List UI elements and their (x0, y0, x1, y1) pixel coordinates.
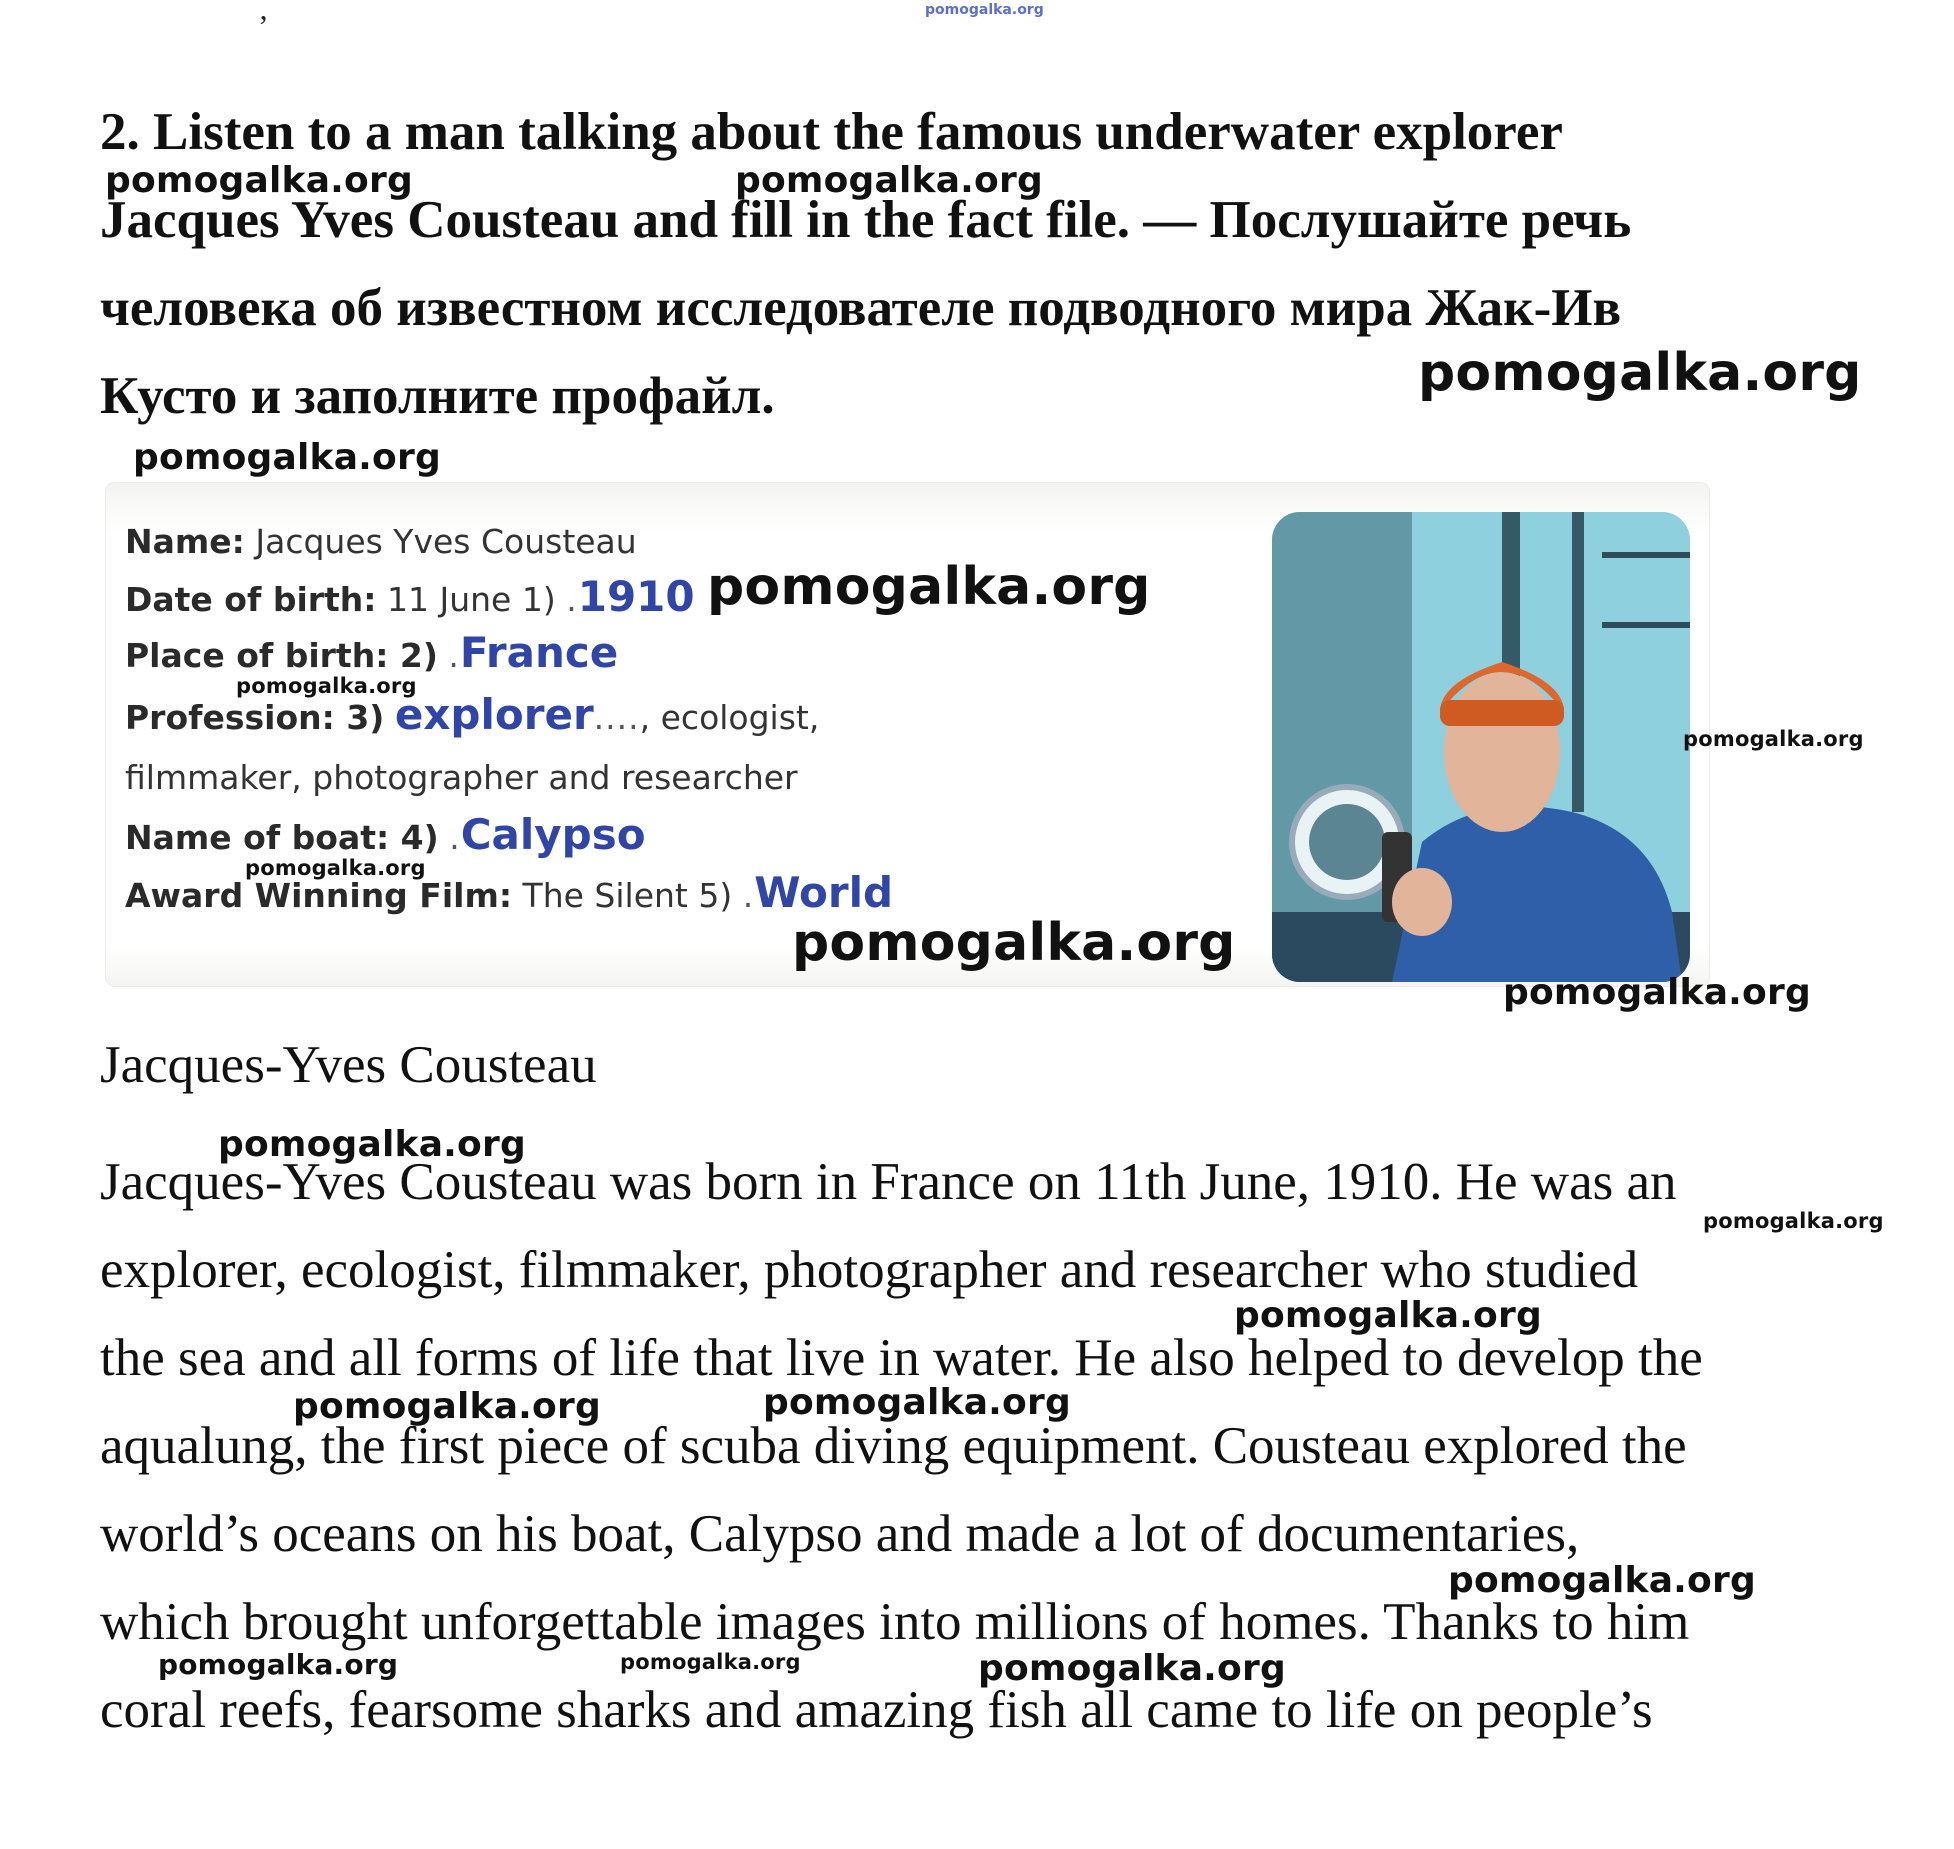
top-watermark: pomogalka.org (925, 2, 1044, 18)
film-label: Award Winning Film: (125, 876, 513, 915)
fact-boat (125, 810, 646, 859)
name-value: Jacques Yves Cousteau (255, 522, 637, 561)
text-line-2: explorer, ecologist, filmmaker, photographer and researcher who studied (100, 1241, 1639, 1299)
boat-answer: Calypso (460, 810, 646, 859)
watermark: pomogalka.org (105, 160, 413, 201)
watermark: pomogalka.org (133, 437, 441, 478)
watermark: pomogalka.org (735, 160, 1043, 201)
watermark: pomogalka.org (236, 674, 417, 698)
dot-prefix: . (566, 580, 578, 619)
watermark: pomogalka.org (1234, 1295, 1542, 1336)
text-line-7: coral reefs, fearsome sharks and amazing fish all came to life on people’s (100, 1681, 1653, 1739)
boat-label: Name of boat: 4) (125, 818, 439, 857)
watermark: pomogalka.org (158, 1648, 399, 1681)
name-label: Name: (125, 522, 245, 561)
film-answer: World (754, 868, 894, 917)
watermark: pomogalka.org (1418, 343, 1862, 403)
pob-label: Place of birth: 2) (125, 636, 438, 675)
watermark: pomogalka.org (245, 856, 426, 880)
task-line-3: человека об известном исследователе подводного мира Жак-Ив (100, 279, 1622, 337)
dob-value: 11 June 1) (387, 580, 556, 619)
corner-mark: ʼ (258, 8, 269, 44)
watermark: pomogalka.org (792, 913, 1236, 973)
watermark: pomogalka.org (707, 557, 1151, 617)
text-line-6: which brought unforgettable images into millions of homes. Thanks to him (100, 1593, 1690, 1651)
watermark: pomogalka.org (1448, 1560, 1756, 1601)
fact-name (125, 522, 637, 561)
text-line-1: Jacques-Yves Cousteau was born in France on 11th June, 1910. He was an (100, 1153, 1677, 1211)
watermark: pomogalka.org (620, 1650, 801, 1674)
profession-dots: .... (593, 698, 640, 737)
text-line-5: world’s oceans on his boat, Calypso and made a lot of documentaries, (100, 1505, 1580, 1563)
text-line-4: aqualung, the first piece of scuba diving equipment. Cousteau explored the (100, 1417, 1687, 1475)
fact-dob (125, 572, 695, 621)
watermark: pomogalka.org (1683, 727, 1864, 751)
cousteau-photo (1272, 512, 1690, 982)
text-line-3: the sea and all forms of life that live in water. He also helped to develop the (100, 1329, 1703, 1387)
dot-prefix: . (449, 818, 461, 857)
watermark: pomogalka.org (293, 1386, 601, 1427)
dot-prefix: . (448, 636, 460, 675)
fact-pob (125, 628, 618, 677)
dot-prefix: . (742, 876, 755, 915)
fact-profession (125, 690, 819, 739)
film-value: The Silent 5) (522, 876, 733, 915)
text-heading: Jacques-Yves Cousteau (100, 1036, 597, 1094)
profession-line-2: filmmaker, photographer and researcher (125, 758, 798, 797)
watermark: pomogalka.org (1503, 972, 1811, 1013)
dob-answer: 1910 (577, 572, 695, 621)
watermark: pomogalka.org (1703, 1209, 1884, 1233)
fact-film (125, 868, 893, 917)
watermark: pomogalka.org (763, 1382, 1071, 1423)
task-line-2: Jacques Yves Cousteau and fill in the fact file. — Послушайте речь (100, 191, 1632, 249)
profession-label: Profession: 3) (125, 698, 385, 737)
cousteau-photo-illustration (1272, 512, 1690, 982)
profession-rest: , ecologist, (639, 698, 820, 737)
dob-label: Date of birth: (125, 580, 377, 619)
profession-answer: explorer (394, 690, 594, 739)
task-line-1: 2. Listen to a man talking about the famous underwater explorer (100, 103, 1563, 161)
watermark: pomogalka.org (218, 1124, 526, 1165)
task-line-4: Кусто и заполните профайл. (100, 367, 775, 425)
pob-answer: France (459, 628, 619, 677)
watermark: pomogalka.org (978, 1648, 1286, 1689)
